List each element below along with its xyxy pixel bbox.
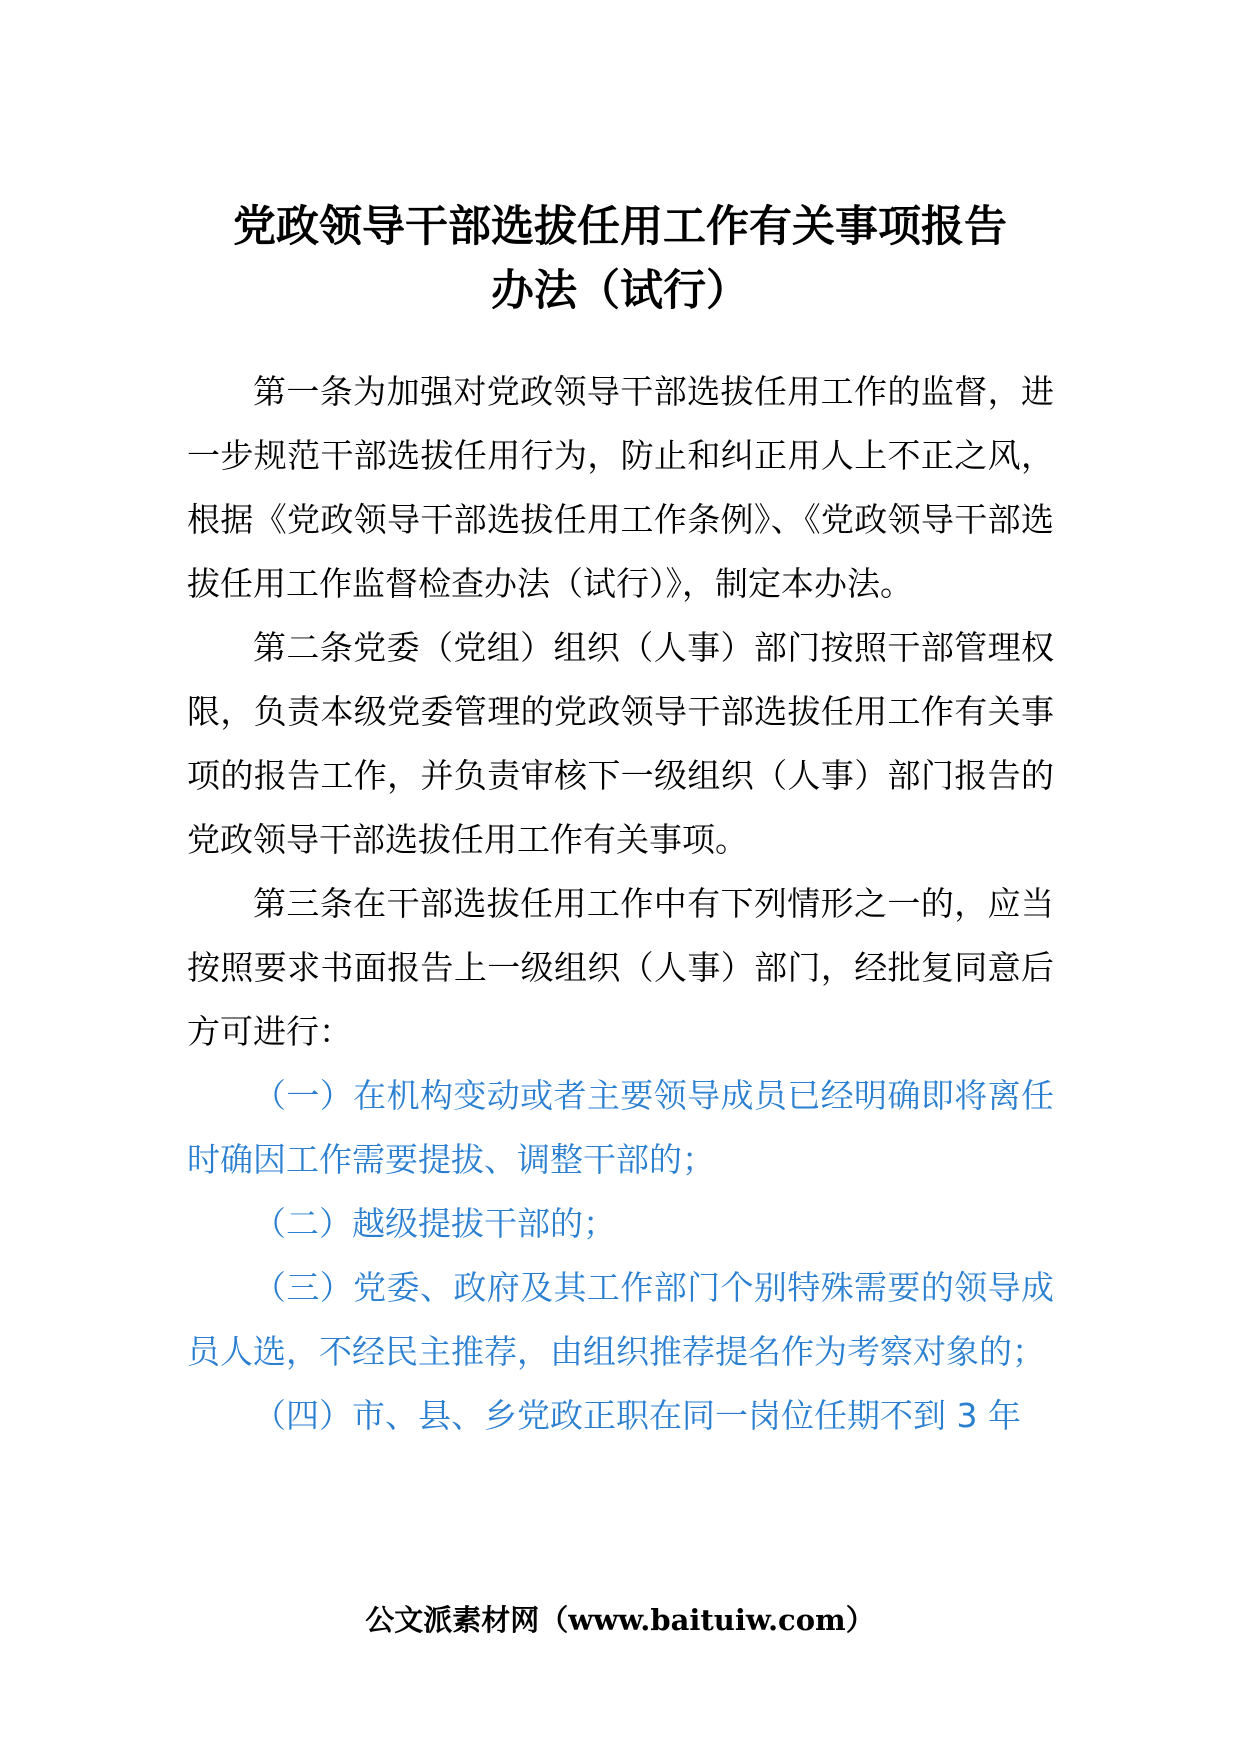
paragraph-item-2: （二）越级提拔干部的； xyxy=(253,1204,616,1243)
paragraph-article-2: 第二条党委（党组）组织（人事）部门按照干部管理权限，负责本级党委管理的党政领导干部选拔任用工作有关事项的报告工作，并负责审核下一级组织（人事）部门报告的党政领导干部选拔任用工作有关事项。 xyxy=(187,628,1054,859)
paragraph-item-3: （三）党委、政府及其工作部门个别特殊需要的领导成员人选，不经民主推荐，由组织推荐提名作为考察对象的； xyxy=(187,1268,1054,1371)
document-title xyxy=(160,195,1080,323)
paragraph-article-1: 第一条为加强对党政领导干部选拔任用工作的监督，进一步规范干部选拔任用行为，防止和纠正用人上不正之风，根据《党政领导干部选拔任用工作条例》、《党政领导干部选拔任用工作监督检查办法（试行）》，制定本办法。 xyxy=(187,372,1054,603)
title-line-1: 党政领导干部选拔任用工作有关事项报告 xyxy=(233,202,1007,252)
document-body xyxy=(187,360,1054,1448)
title-line-2: 办法（试行） xyxy=(491,266,749,316)
paragraph-item-1: （一）在机构变动或者主要领导成员已经明确即将离任时确因工作需要提拔、调整干部的； xyxy=(187,1076,1054,1179)
paragraph-article-3: 第三条在干部选拔任用工作中有下列情形之一的，应当按照要求书面报告上一级组织（人事）部门，经批复同意后方可进行： xyxy=(187,884,1054,1051)
footer-watermark: 公文派素材网（www.baituiw.com） xyxy=(365,1603,875,1637)
paragraph-item-4: （四）市、县、乡党政正职在同一岗位任期不到 3 年 xyxy=(253,1396,1021,1435)
